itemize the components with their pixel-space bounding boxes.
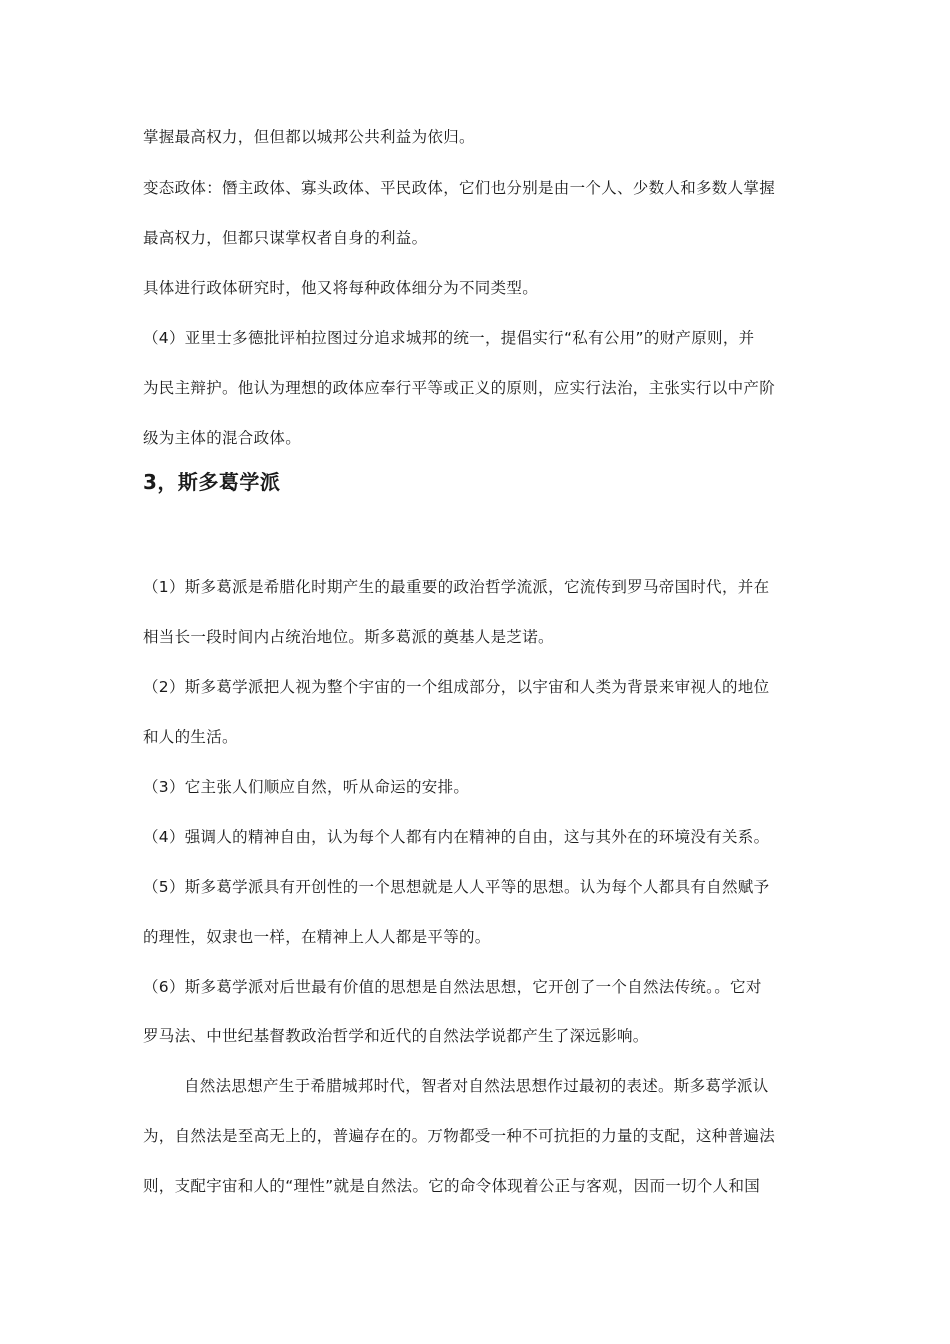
text-line: 自然法思想产生于希腊城邦时代，智者对自然法思想作过最初的表述。斯多葛学派认 [184,1077,769,1095]
text-line: 最高权力，但都只谋掌权者自身的利益。 [143,229,428,247]
text-line: 相当长一段时间内占统治地位。斯多葛派的奠基人是芝诺。 [143,628,554,646]
text-line: 为，自然法是至高无上的，普遍存在的。万物都受一种不可抗拒的力量的支配，这种普遍法 [143,1127,776,1145]
text-line: （2）斯多葛学派把人视为整个宇宙的一个组成部分，以宇宙和人类为背景来审视人的地位 [143,678,770,696]
text-line: 变态政体：僭主政体、寡头政体、平民政体，它们也分别是由一个人、少数人和多数人掌握 [143,179,776,197]
text-line: 掌握最高权力，但但都以城邦公共利益为依归。 [143,128,475,146]
text-line: 具体进行政体研究时，他又将每种政体细分为不同类型。 [143,279,539,297]
text-line: （4）强调人的精神自由，认为每个人都有内在精神的自由，这与其外在的环境没有关系。 [143,828,770,846]
text-line: 则，支配宇宙和人的“理性”就是自然法。它的命令体现着公正与客观，因而一切个人和国 [143,1177,761,1195]
text-line: 和人的生活。 [143,728,238,746]
text-line: 级为主体的混合政体。 [143,429,302,447]
text-line: （3）它主张人们顺应自然，听从命运的安排。 [143,778,470,796]
text-line: （5）斯多葛学派具有开创性的一个思想就是人人平等的思想。认为每个人都具有自然赋予 [143,878,770,896]
text-line: （1）斯多葛派是希腊化时期产生的最重要的政治哲学流派，它流传到罗马帝国时代，并在 [143,578,770,596]
text-line: 的理性，奴隶也一样，在精神上人人都是平等的。 [143,928,491,946]
text-line: （6）斯多葛学派对后世最有价值的思想是自然法思想，它开创了一个自然法传统。。它对 [143,978,762,996]
text-line: 为民主辩护。他认为理想的政体应奉行平等或正义的原则，应实行法治，主张实行以中产阶 [143,379,776,397]
section-heading: 3，斯多葛学派 [143,470,281,494]
text-line: （4）亚里士多德批评柏拉图过分追求城邦的统一，提倡实行“私有公用”的财产原则，并 [143,329,755,347]
text-line: 罗马法、中世纪基督教政治哲学和近代的自然法学说都产生了深远影响。 [143,1027,649,1045]
